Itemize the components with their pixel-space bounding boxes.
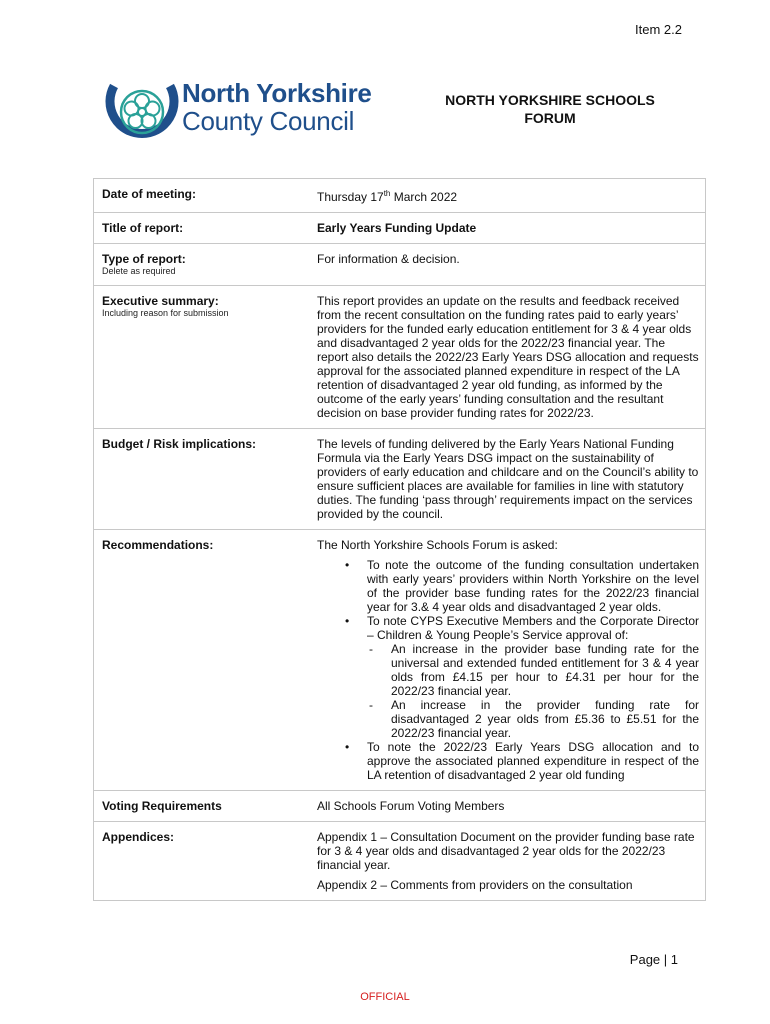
item-reference: Item 2.2	[635, 22, 682, 37]
logo-line-2: County Council	[182, 106, 355, 136]
list-item: • To note CYPS Executive Members and the Corporate Director – Children & Young People’s Service approval of: - An increase in the provider base funding rate for the universal and extended funded entitlement for 3 & 4 year olds from £4.15 per hour to £4.31 per hour for the 2022/23 financial year. - An increase in the provider funding rate for disadvantaged 2 year olds from £5.36 to £5.51 for the 2022/23 financial year.	[367, 614, 699, 740]
date-value: Thursday 17th March 2022	[309, 179, 706, 213]
council-logo	[104, 72, 384, 148]
title-value: Early Years Funding Update	[317, 221, 477, 235]
recs-sublist	[367, 642, 699, 740]
type-label: Type of report:	[102, 252, 186, 266]
list-item: - An increase in the provider funding rate for disadvantaged 2 year olds from £5.36 to £5.51 for the 2022/23 financial year.	[391, 698, 699, 740]
table-row	[94, 530, 706, 791]
appendix-2: Appendix 2 – Comments from providers on the consultation	[317, 878, 633, 892]
list-item: • To note the outcome of the funding consultation undertaken with early years’ providers within North Yorkshire on the level of the provider base funding rates for the 2022/23 financial year for 3.& 4 year olds and disadvantaged 2 year olds.	[367, 558, 699, 614]
voting-value: All Schools Forum Voting Members	[317, 799, 505, 813]
table-row	[94, 179, 706, 213]
list-item: - An increase in the provider base funding rate for the universal and extended funded entitlement for 3 & 4 year olds from £4.15 per hour to £4.31 per hour for the 2022/23 financial year.	[391, 642, 699, 698]
table-row	[94, 791, 706, 822]
appendix-1: Appendix 1 – Consultation Document on the provider funding base rate for 3 & 4 year olds and disadvantaged 2 year olds for the 2022/23 financial year.	[317, 830, 695, 872]
list-item: • To note the 2022/23 Early Years DSG allocation and to approve the associated planned expenditure in respect of the LA retention of disadvantaged 2 year old funding	[367, 740, 699, 782]
type-sub: Delete as required	[102, 266, 176, 276]
title-label: Title of report:	[102, 221, 184, 235]
recs-list	[317, 558, 699, 782]
budget-value: The levels of funding delivered by the Early Years National Funding Formula via the Early Years DSG impact on the sustainability of providers of early education and childcare and on the Council’s ability to ensure sufficient places are available for families in line with statutory duties. The funding ‘pass through’ requirements impact on the services provided by the council.	[317, 437, 699, 521]
table-row	[94, 213, 706, 244]
exec-value: This report provides an update on the results and feedback received from the recent consultation on the funding rates paid to early years’ providers for the funded early education entitlement for 3 & 4 year olds and disadvantaged 2 year olds for the 2022/23 financial year. The report also details the 2022/23 Early Years DSG allocation and requests approval for the associated planned expenditure in respect of the LA retention of disadvantaged 2 year old funding, as informed by the outcome of the early years’ funding consultation and the resultant decision on base provider funding rates for 2022/23.	[317, 294, 699, 420]
exec-sub: Including reason for submission	[102, 308, 229, 318]
budget-label: Budget / Risk implications:	[102, 437, 257, 451]
logo-line-1: North Yorkshire	[182, 78, 372, 108]
table-row	[94, 244, 706, 286]
report-table	[93, 178, 706, 901]
voting-label: Voting Requirements	[102, 799, 222, 813]
classification-marking: OFFICIAL	[360, 991, 410, 1003]
table-row	[94, 822, 706, 901]
type-value: For information & decision.	[317, 252, 460, 266]
recs-label: Recommendations:	[102, 538, 214, 552]
rose-emblem-icon	[104, 72, 180, 148]
table-row	[94, 286, 706, 429]
appendices-label: Appendices:	[102, 830, 175, 844]
date-label: Date of meeting:	[102, 187, 197, 201]
exec-label: Executive summary:	[102, 294, 219, 308]
recs-intro: The North Yorkshire Schools Forum is asked:	[317, 538, 558, 552]
forum-title: NORTH YORKSHIRE SCHOOLS FORUM	[445, 92, 655, 126]
page-number: Page | 1	[629, 952, 678, 967]
table-row	[94, 429, 706, 530]
